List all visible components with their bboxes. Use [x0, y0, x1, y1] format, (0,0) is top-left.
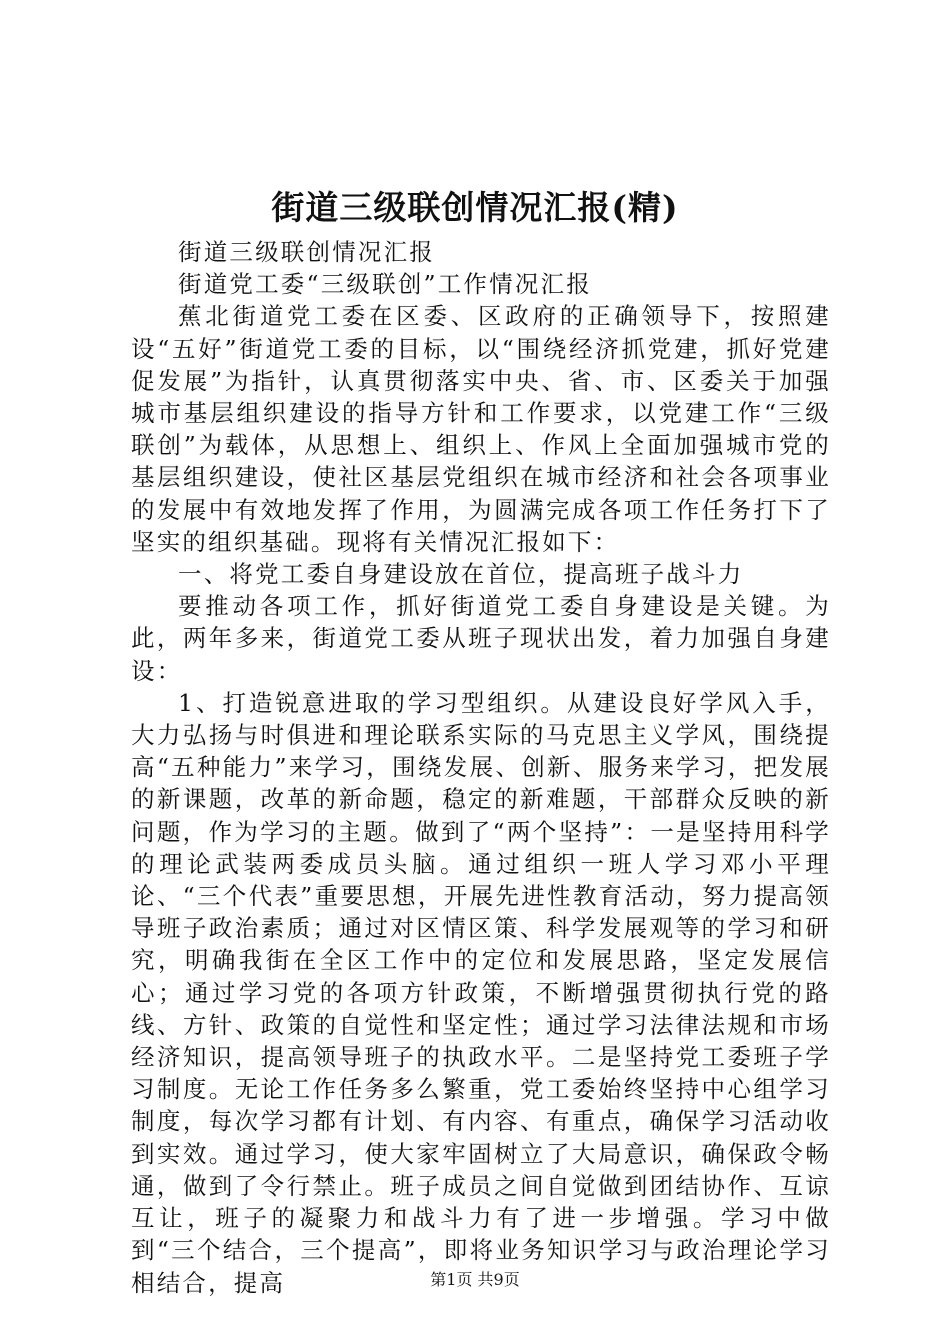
- document-title: 街道三级联创情况汇报(精): [271, 188, 679, 227]
- paragraph-item-1: 1、打造锐意进取的学习型组织。从建设良好学风入手，大力弘扬与时俱进和理论联系实际的马克思主义学风，围绕提高“五种能力”来学习，围绕发展、创新、服务来学习，把发展的新课题，改革的新命题，稳定的新难题，干部群众反映的新问题，作为学习的主题。做到了“两个坚持”：一是坚持用科学的理论武装两委成员头脑。通过组织一班人学习邓小平理论、“三个代表”重要思想，开展先进性教育活动，努力提高领导班子政治素质；通过对区情区策、科学发展观等的学习和研究，明确我街在全区工作中的定位和发展思路，坚定发展信心；通过学习党的各项方针政策，不断增强贯彻执行党的路线、方针、政策的自觉性和坚定性；通过学习法律法规和市场经济知识，提高领导班子的执政水平。二是坚持党工委班子学习制度。无论工作任务多么繁重，党工委始终坚持中心组学习制度，每次学习都有计划、有内容、有重点，确保学习活动收到实效。通过学习，使大家牢固树立了大局意识，确保政令畅通，做到了令行禁止。班子成员之间自觉做到团结协作、互谅互让，班子的凝聚力和战斗力有了进一步增强。学习中做到“三个结合，三个提高”，即将业务知识学习与政治理论学习相结合，提高: [131, 688, 831, 1297]
- paragraph-section-1-lead: 要推动各项工作，抓好街道党工委自身建设是关键。为此，两年多来，街道党工委从班子现状出发，着力加强自身建设：: [131, 592, 831, 685]
- paragraph-report-heading: 街道党工委“三级联创”工作情况汇报: [178, 270, 592, 299]
- paragraph-intro: 蕉北街道党工委在区委、区政府的正确领导下，按照建设“五好”街道党工委的目标，以“围绕经济抓党建，抓好党建促发展”为指针，认真贯彻落实中央、省、市、区委关于加强城市基层组织建设的指导方针和工作要求，以党建工作“三级联创”为载体，从思想上、组织上、作风上全面加强城市党的基层组织建设，使社区基层党组织在城市经济和社会各项事业的发展中有效地发挥了作用，为圆满完成各项工作任务打下了坚实的组织基础。现将有关情况汇报如下：: [131, 302, 831, 556]
- document-body: [131, 236, 831, 1299]
- section-heading-1: 一、将党工委自身建设放在首位，提高班子战斗力: [178, 560, 744, 589]
- paragraph-subtitle: 街道三级联创情况汇报: [178, 238, 435, 266]
- page-number-footer: 第1页 共9页: [430, 1270, 520, 1289]
